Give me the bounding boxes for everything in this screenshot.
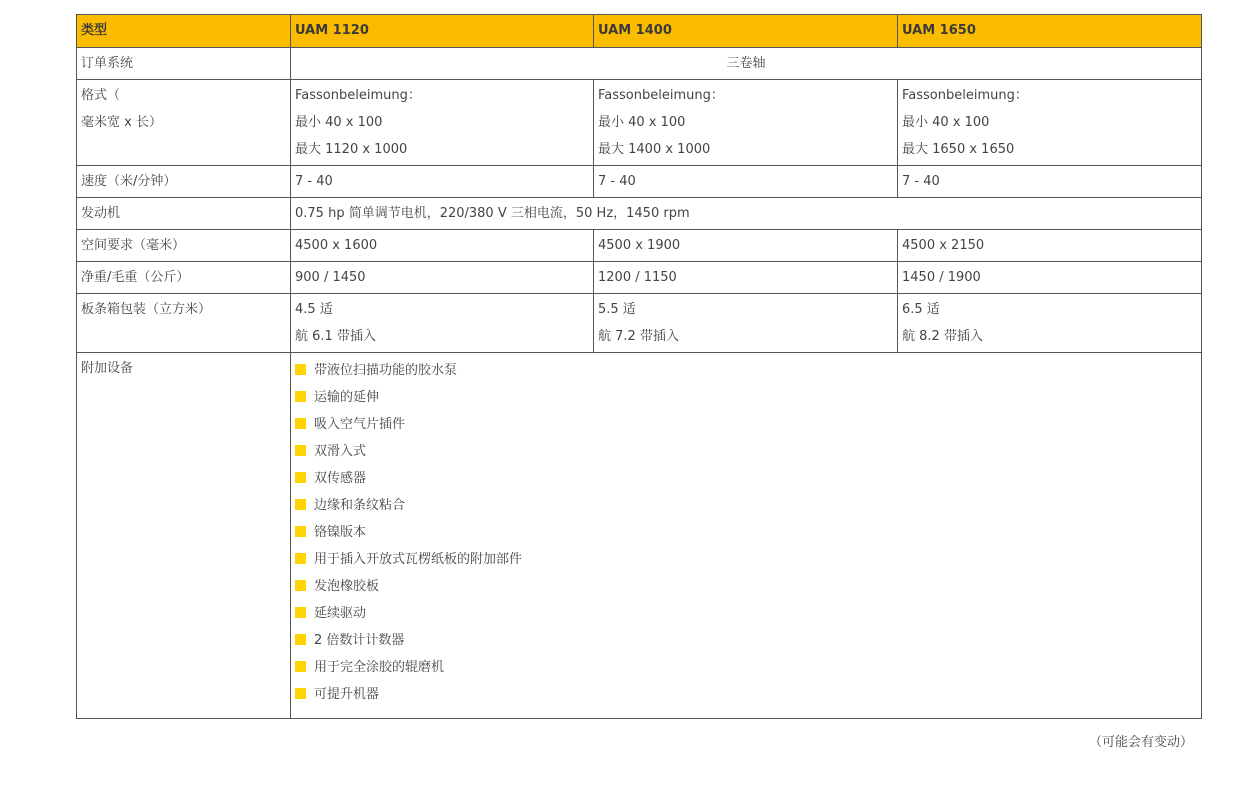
square-bullet-icon bbox=[295, 499, 306, 510]
crate-line: 4.5 适 bbox=[295, 302, 333, 317]
equipment-item bbox=[295, 384, 1197, 411]
equipment-item bbox=[295, 465, 1197, 492]
format-line: Fassonbeleimung： bbox=[598, 88, 724, 103]
format-line: 最小 40 x 100 bbox=[902, 115, 990, 130]
equipment-item bbox=[295, 600, 1197, 627]
crate-line: 6.5 适 bbox=[902, 302, 940, 317]
row-weight bbox=[77, 262, 1202, 294]
space-label: 空间要求（毫米） bbox=[77, 230, 291, 262]
equipment-item-label: 用于插入开放式瓦楞纸板的附加部件 bbox=[314, 552, 523, 567]
header-row bbox=[77, 15, 1202, 48]
equipment-item-label: 边缘和条纹粘合 bbox=[314, 498, 406, 513]
equipment-item-label: 铬镍版本 bbox=[314, 525, 367, 540]
crate-cell-1 bbox=[291, 294, 594, 353]
format-line: 最大 1400 x 1000 bbox=[598, 142, 711, 157]
square-bullet-icon bbox=[295, 364, 306, 375]
equipment-item-label: 双滑入式 bbox=[314, 444, 367, 459]
format-label-line: 格式（ bbox=[81, 88, 121, 103]
crate-line: 5.5 适 bbox=[598, 302, 636, 317]
equipment-item-label: 吸入空气片插件 bbox=[314, 417, 406, 432]
format-line: Fassonbeleimung： bbox=[902, 88, 1028, 103]
format-cell-2 bbox=[594, 80, 898, 166]
format-line: Fassonbeleimung： bbox=[295, 88, 421, 103]
equipment-list bbox=[295, 355, 1197, 716]
weight-label: 净重/毛重（公斤） bbox=[77, 262, 291, 294]
weight-value-1: 900 / 1450 bbox=[291, 262, 594, 294]
crate-line: 航 6.1 带插入 bbox=[295, 329, 376, 344]
square-bullet-icon bbox=[295, 607, 306, 618]
header-model-2: UAM 1400 bbox=[594, 15, 898, 48]
square-bullet-icon bbox=[295, 418, 306, 429]
square-bullet-icon bbox=[295, 634, 306, 645]
equipment-item bbox=[295, 654, 1197, 681]
row-equipment bbox=[77, 353, 1202, 719]
format-line: 最小 40 x 100 bbox=[598, 115, 686, 130]
square-bullet-icon bbox=[295, 472, 306, 483]
row-speed bbox=[77, 166, 1202, 198]
square-bullet-icon bbox=[295, 661, 306, 672]
row-format bbox=[77, 80, 1202, 166]
speed-label: 速度（米/分钟） bbox=[77, 166, 291, 198]
format-label bbox=[77, 80, 291, 166]
row-motor bbox=[77, 198, 1202, 230]
equipment-item bbox=[295, 546, 1197, 573]
equipment-item-label: 带液位扫描功能的胶水泵 bbox=[314, 363, 458, 378]
header-type: 类型 bbox=[77, 15, 291, 48]
equipment-item-label: 可提升机器 bbox=[314, 687, 380, 702]
footnote: （可能会有变动） bbox=[1088, 735, 1193, 750]
space-value-1: 4500 x 1600 bbox=[291, 230, 594, 262]
equipment-item bbox=[295, 627, 1197, 654]
equipment-item bbox=[295, 438, 1197, 465]
order-system-value: 三卷轴 bbox=[291, 48, 1202, 80]
format-cell-1 bbox=[291, 80, 594, 166]
header-model-1: UAM 1120 bbox=[291, 15, 594, 48]
equipment-item bbox=[295, 357, 1197, 384]
space-value-2: 4500 x 1900 bbox=[594, 230, 898, 262]
crate-label: 板条箱包装（立方米） bbox=[77, 294, 291, 353]
space-value-3: 4500 x 2150 bbox=[898, 230, 1202, 262]
equipment-item-label: 发泡橡胶板 bbox=[314, 579, 380, 594]
equipment-item-label: 2 倍数计计数器 bbox=[314, 633, 405, 648]
motor-label: 发动机 bbox=[77, 198, 291, 230]
square-bullet-icon bbox=[295, 391, 306, 402]
equipment-item bbox=[295, 519, 1197, 546]
format-line: 最大 1650 x 1650 bbox=[902, 142, 1015, 157]
equipment-item-label: 延续驱动 bbox=[314, 606, 367, 621]
equipment-item bbox=[295, 681, 1197, 708]
square-bullet-icon bbox=[295, 445, 306, 456]
crate-cell-3 bbox=[898, 294, 1202, 353]
order-system-label: 订单系统 bbox=[77, 48, 291, 80]
square-bullet-icon bbox=[295, 553, 306, 564]
equipment-item bbox=[295, 573, 1197, 600]
equipment-item-label: 运输的延伸 bbox=[314, 390, 380, 405]
crate-cell-2 bbox=[594, 294, 898, 353]
format-cell-3 bbox=[898, 80, 1202, 166]
speed-value-3: 7 - 40 bbox=[898, 166, 1202, 198]
format-line: 最大 1120 x 1000 bbox=[295, 142, 408, 157]
crate-line: 航 7.2 带插入 bbox=[598, 329, 679, 344]
equipment-item bbox=[295, 411, 1197, 438]
spec-table bbox=[76, 14, 1202, 719]
row-crate bbox=[77, 294, 1202, 353]
square-bullet-icon bbox=[295, 526, 306, 537]
weight-value-3: 1450 / 1900 bbox=[898, 262, 1202, 294]
motor-value: 0.75 hp 简单调节电机，220/380 V 三相电流，50 Hz，1450 rpm bbox=[291, 198, 1202, 230]
header-model-3: UAM 1650 bbox=[898, 15, 1202, 48]
format-line: 最小 40 x 100 bbox=[295, 115, 383, 130]
speed-value-2: 7 - 40 bbox=[594, 166, 898, 198]
crate-line: 航 8.2 带插入 bbox=[902, 329, 983, 344]
format-label-line: 毫米宽 x 长） bbox=[81, 115, 162, 130]
row-order-system bbox=[77, 48, 1202, 80]
square-bullet-icon bbox=[295, 688, 306, 699]
equipment-item-label: 用于完全涂胶的辊磨机 bbox=[314, 660, 445, 675]
equipment-item bbox=[295, 492, 1197, 519]
weight-value-2: 1200 / 1150 bbox=[594, 262, 898, 294]
equipment-cell bbox=[291, 353, 1202, 719]
row-space bbox=[77, 230, 1202, 262]
square-bullet-icon bbox=[295, 580, 306, 591]
equipment-label: 附加设备 bbox=[77, 353, 291, 719]
equipment-item-label: 双传感器 bbox=[314, 471, 367, 486]
speed-value-1: 7 - 40 bbox=[291, 166, 594, 198]
